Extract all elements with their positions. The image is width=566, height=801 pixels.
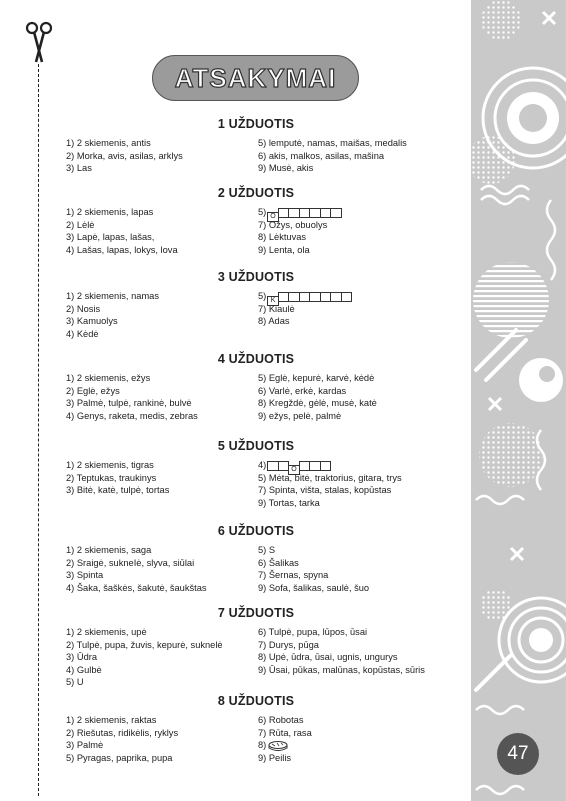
answer-line: 4) Lašas, lapas, lokys, lova [66, 244, 178, 255]
answer-line: 2) Riešutas, ridikėlis, ryklys [66, 727, 179, 738]
left-answers-column [66, 372, 198, 422]
answer-line: 1) 2 skiemenis, antis [66, 138, 151, 148]
answer-line: 5) K [258, 290, 352, 303]
answer-line: 3) Bitė, katė, tulpė, tortas [66, 485, 170, 495]
answer-line: 8) Adas [258, 316, 290, 326]
answer-line: 6) Robotas [258, 715, 304, 725]
answer-line: 9) Musė, akis [258, 163, 314, 173]
answer-line: 9) Ūsai, pūkas, malūnas, kopūstas, sūris [258, 664, 425, 675]
answer-line: 4) Kėdė [66, 328, 99, 339]
pie-icon [268, 740, 288, 751]
answer-line: 4) Šaka, šaškės, šakutė, šaukštas [66, 582, 207, 593]
answer-line: 8) [258, 739, 312, 752]
right-answers-column [258, 544, 369, 594]
answer-line: 1) 2 skiemenis, ežys [66, 373, 151, 383]
section-heading: 4 UŽDUOTIS [217, 352, 295, 366]
answer-line: 2) Sraigė, sukneIė, slyva, siūlai [66, 557, 195, 568]
scissors-icon [24, 20, 54, 66]
left-answers-column [66, 137, 183, 175]
section-heading: 1 UŽDUOTIS [217, 117, 295, 131]
answer-line: 9) Lenta, ola [258, 244, 310, 255]
answer-line: 3) Palmė [66, 740, 104, 750]
answer-line: 2) Eglė, ežys [66, 385, 120, 396]
answer-line: 5) Mėta, bitė, traktorius, gitara, trys [258, 472, 402, 483]
answer-line: 2) Teptukas, traukinys [66, 472, 157, 483]
answer-line: 9) ežys, pelė, palmė [258, 410, 342, 421]
section-heading: 6 UŽDUOTIS [217, 524, 295, 538]
answer-line: 5) lemputė, namas, maišas, medalis [258, 138, 407, 148]
answer-line: 5) Pyragas, paprika, pupa [66, 752, 173, 763]
left-answers-column [66, 544, 207, 594]
answer-line: 1) 2 skiemenis, raktas [66, 715, 157, 725]
answer-line: 3) Kamuolys [66, 316, 118, 326]
answer-line: 8) Lėktuvas [258, 232, 307, 242]
answer-line: 7) Ožys, obuolys [258, 219, 328, 230]
answer-line: 7) Durys, pūga [258, 639, 319, 650]
answer-line: 6) akis, malkos, asilas, mašina [258, 150, 385, 161]
answer-line: 4) Genys, raketa, medis, zebras [66, 410, 198, 421]
answer-line: 3) Lapė, lapas, lašas, [66, 232, 155, 242]
answer-line: 2) Tulpė, pupa, žuvis, kepurė, suknelė [66, 639, 223, 650]
crossword-grid: O [268, 208, 342, 218]
answer-line: 7) Kiaulė [258, 303, 295, 314]
answer-line: 1) 2 skiemenis, saga [66, 545, 152, 555]
left-answers-column [66, 459, 169, 497]
right-answers-column [258, 206, 342, 256]
answer-line: 1) 2 skiemenis, lapas [66, 207, 154, 217]
left-answers-column [66, 206, 178, 256]
page-title: ATSAKYMAI [174, 62, 337, 93]
answer-line: 6) Šalikas [258, 557, 299, 568]
section-heading: 8 UŽDUOTIS [217, 694, 295, 708]
answer-line: 9) Tortas, tarka [258, 497, 320, 508]
right-answers-column [258, 372, 377, 422]
left-answers-column [66, 626, 223, 689]
answer-line: 1) 2 skiemenis, namas [66, 291, 160, 301]
right-answers-column [258, 626, 425, 676]
left-answers-column [66, 290, 159, 340]
section-heading: 3 UŽDUOTIS [217, 270, 295, 284]
answer-line: 3) Las [66, 163, 92, 173]
answer-line: 3) Spinta [66, 570, 104, 580]
answer-line: 2) Lėlė [66, 219, 95, 230]
answer-line: 6) Varlė, erkė, kardas [258, 385, 347, 396]
crossword-grid: K [268, 292, 352, 302]
answer-line: 7) Šernas, spyna [258, 570, 329, 580]
cut-line [38, 64, 39, 796]
right-answers-column [258, 459, 402, 509]
answer-line: 5) O [258, 206, 342, 219]
answer-line: 2) Nosis [66, 303, 101, 314]
answer-line: 3) Palmė, tulpė, rankinė, bulvė [66, 398, 192, 408]
answer-line: 5) U [66, 677, 84, 687]
answer-line: 9) Peilis [258, 752, 292, 763]
section-heading: 5 UŽDUOTIS [217, 439, 295, 453]
section-heading: 7 UŽDUOTIS [217, 606, 295, 620]
answer-line: 8) Kregždė, gėlė, musė, katė [258, 398, 377, 408]
answer-line: 5) Eglė, kepurė, karvė, kėdė [258, 373, 375, 383]
answer-line: 5) S [258, 545, 276, 555]
right-answers-column [258, 290, 352, 328]
answer-line: 6) Tulpė, pupa, lūpos, ūsai [258, 627, 368, 637]
section-heading: 2 UŽDUOTIS [217, 186, 295, 200]
answer-line: 4) Gulbė [66, 664, 102, 675]
answer-line: 4) O [258, 459, 402, 472]
answer-line: 2) Morka, avis, asilas, arklys [66, 150, 183, 161]
right-answers-column [258, 714, 312, 764]
answer-line: 7) Spinta, višta, stalas, kopūstas [258, 485, 392, 495]
answer-line: 1) 2 skiemenis, tigras [66, 460, 154, 470]
answer-line: 9) Sofa, šalikas, saulė, šuo [258, 582, 370, 593]
page-number: 47 [497, 733, 539, 775]
title-banner [152, 55, 359, 101]
answer-line: 7) Rūta, rasa [258, 727, 312, 738]
answer-line: 3) Ūdra [66, 652, 98, 662]
right-answers-column [258, 137, 407, 175]
left-answers-column [66, 714, 178, 764]
crossword-grid: O [268, 461, 331, 471]
answer-line: 1) 2 skiemenis, upė [66, 627, 147, 637]
decorative-side-panel [471, 0, 566, 801]
answer-line: 8) Upė, ūdra, ūsai, ugnis, ungurys [258, 652, 398, 662]
